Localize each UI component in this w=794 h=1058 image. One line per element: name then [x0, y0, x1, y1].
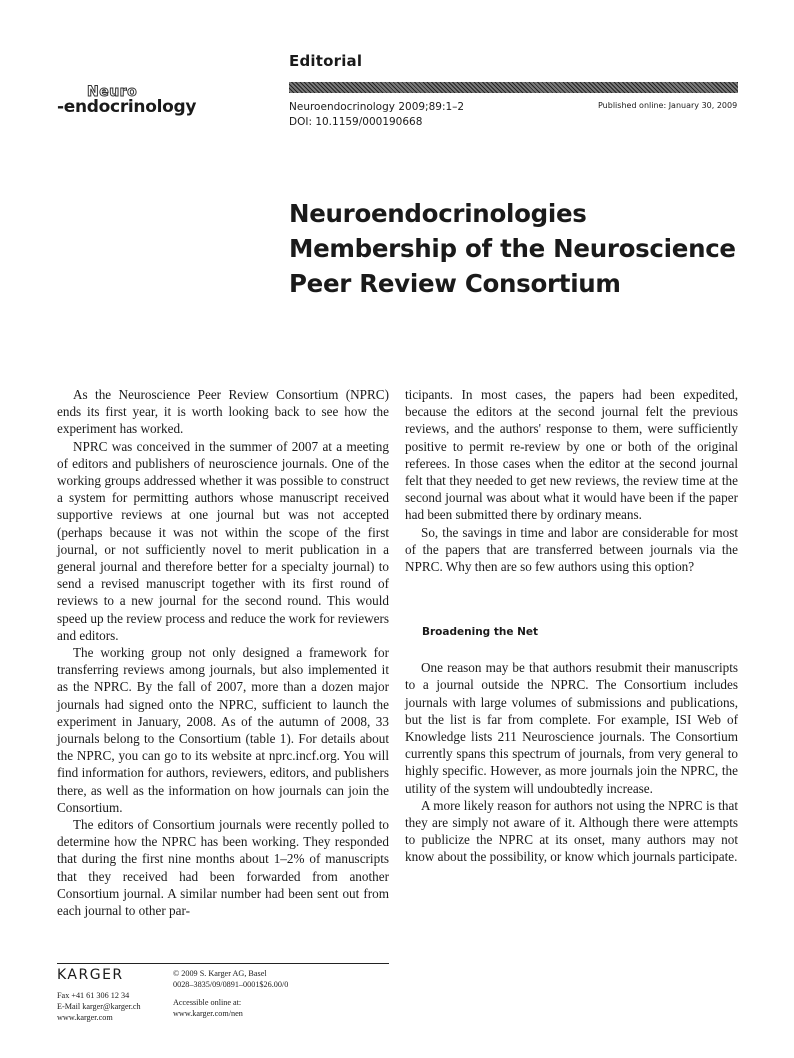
right-column	[405, 386, 738, 866]
publisher-website[interactable]: www.karger.com	[57, 1013, 113, 1022]
paragraph: The working group not only designed a framework for transferring reviews among journals, but also implemented it as the NPRC. By the fall of 2007, more than a dozen major journals had signed onto the NPRC, sufficient to launch the experiment in January, 2008. As of the autumn of 2008, 33 journals belong to the Consortium (table 1). For details about the NPRC, you can go to its website at nprc.incf.org. You will find information for authors, reviewers, editors, and publishers there, as well as the information on how journals can join the Consortium.	[57, 645, 389, 815]
logo-line2: -endocrinology	[57, 97, 197, 117]
paragraph: The editors of Consortium journals were recently polled to determine how the NPRC has been working. They responded that during the first nine months about 1–2% of manuscripts that they received had been forwarded from another Consortium journal. A similar number had been sent out from each journal to other par-	[57, 817, 389, 919]
section-label: Editorial	[289, 52, 363, 70]
publisher-contact	[57, 990, 141, 1023]
copyright: © 2009 S. Karger AG, Basel	[173, 969, 267, 978]
paragraph: NPRC was conceived in the summer of 2007 at a meeting of editors and publishers of neuroscience journals. One of the working groups addressed whether it was possible to construct a system for permitting authors whose manuscript received supportive reviews at one journal but was not accepted (perhaps because it was not within the scope of the first journal, or not sufficiently novel to merit publication in a general journal and therefore better for a specialty journal) to send a revised manuscript together with its first round of reviews to a new journal for the second round. This would speed up the review process and reduce the work for reviewers and editors.	[57, 438, 389, 643]
title-line: Neuroendocrinologies	[289, 199, 587, 228]
doi: DOI: 10.1159/000190668	[289, 116, 423, 128]
publisher-name: KARGER	[57, 967, 124, 983]
footer-rule	[57, 963, 389, 964]
title-line: Membership of the Neuroscience	[289, 234, 736, 263]
citation-block	[289, 100, 464, 130]
accessible-label: Accessible online at:	[173, 998, 242, 1007]
header-hatch-bar	[289, 82, 738, 93]
accessible-url[interactable]: www.karger.com/nen	[173, 1009, 243, 1018]
paragraph: ticipants. In most cases, the papers had been expedited, because the editors at the second journal felt the previous reviews, and the authors' response to them, were sufficiently positive to permit re-review by one or both of the original referees. In those cases when the editor at the second journal felt that they needed to get new reviews, the review time at the second journal was about what it would have been if the paper had been submitted there by ordinary means.	[405, 387, 738, 523]
logo-line1: Neuro	[87, 84, 138, 100]
article-title	[289, 196, 749, 301]
journal-citation: Neuroendocrinology 2009;89:1–2	[289, 101, 465, 113]
email[interactable]: E-Mail karger@karger.ch	[57, 1002, 141, 1011]
paragraph: A more likely reason for authors not using the NPRC is that they are simply not aware of it. Although there were attempts to publicize the NPRC at its onset, many authors may not know about the possibility, or know which journals participate.	[405, 797, 738, 865]
journal-logo	[57, 86, 197, 120]
issn: 0028–3835/09/0891–0001$26.00/0	[173, 980, 289, 989]
title-line: Peer Review Consortium	[289, 269, 621, 298]
section-heading: Broadening the Net	[422, 626, 539, 639]
access-block	[173, 997, 243, 1019]
fax: Fax +41 61 306 12 34	[57, 991, 130, 1000]
paragraph: One reason may be that authors resubmit their manuscripts to a journal outside the NPRC. The Consortium includes journals with large volumes of submissions and publications, but the list is far from complete. For example, ISI Web of Knowledge lists 211 Neuroscience journals. The Consortium currently spans this spectrum of journals, from very general to highly specific. However, as more journals join the NPRC, the utility of the system will undoubtedly increase.	[405, 660, 738, 796]
copyright-block	[173, 968, 288, 990]
paragraph: So, the savings in time and labor are considerable for most of the papers that are transferred between journals via the NPRC. Why then are so few authors using this option?	[405, 524, 738, 575]
published-online: Published online: January 30, 2009	[598, 101, 738, 110]
paragraph: As the Neuroscience Peer Review Consortium (NPRC) ends its first year, it is worth looking back to see how the experiment has worked.	[57, 387, 389, 437]
left-column	[57, 386, 389, 919]
